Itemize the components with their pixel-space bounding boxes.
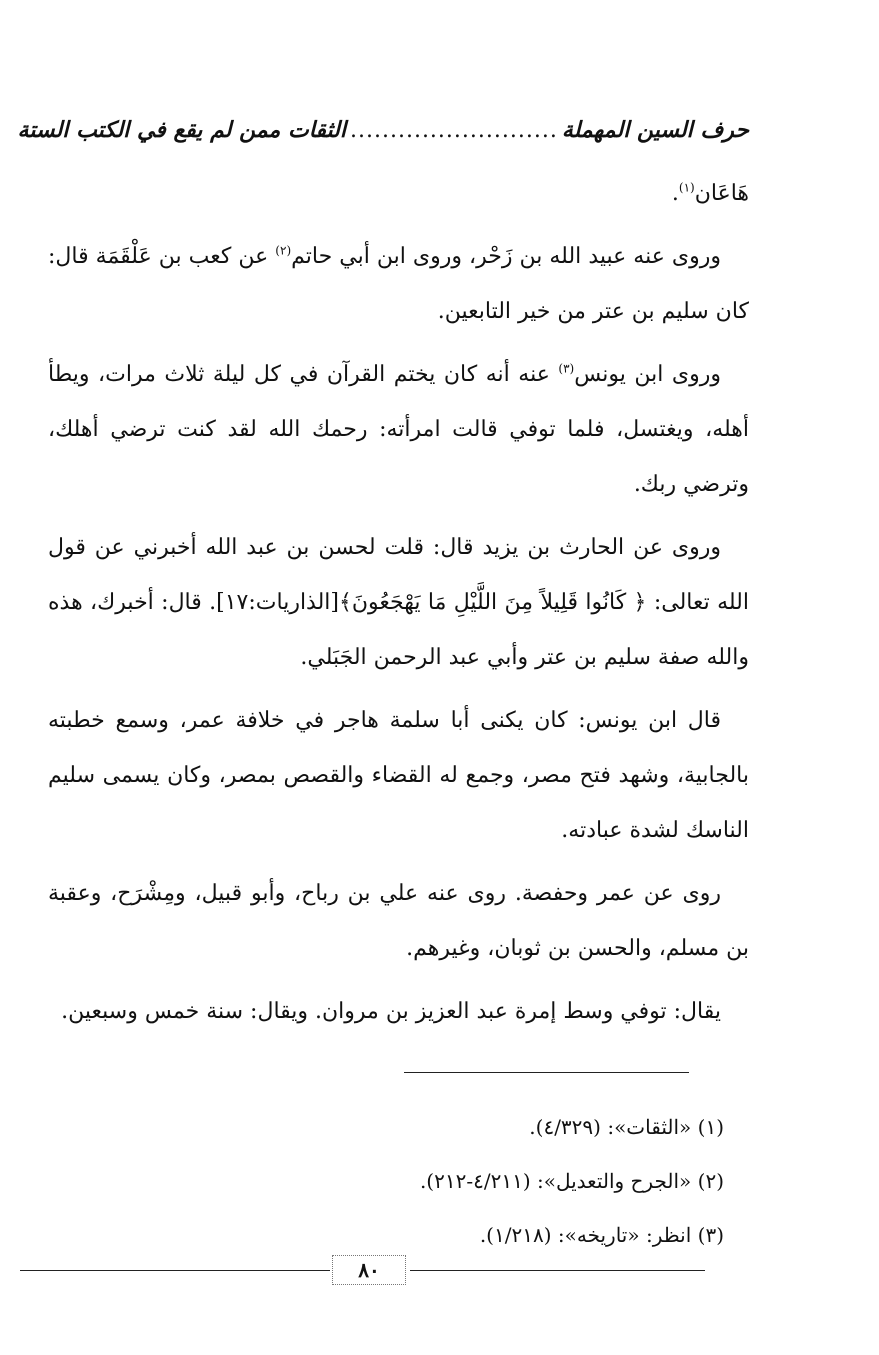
book-title: الثقات ممن لم يقع في الكتب الستة xyxy=(17,117,346,143)
chapter-title: حرف السين المهملة xyxy=(561,117,749,143)
paragraph: هَاعَان$^{(١)}$. xyxy=(671,180,749,206)
paragraph: وروى عن الحارث بن يزيد قال: قلت لحسن بن عبد الله أخبرني عن قول الله تعالى: ﴿ كَانُوا قَلِيلاً مِنَ اللَّيْلِ مَا يَهْجَعُونَ﴾[الذاريات:١٧]. قال: أخبرك، هذه والله صفة سليم بن عتر وأبي عبد الرحمن الجَبَلي. xyxy=(48,535,749,670)
footnote-ref: (٢) xyxy=(275,243,292,258)
page-number: ٨٠ xyxy=(332,1255,406,1285)
paragraph: وروى عنه عبيد الله بن زَحْر، وروى ابن أبي حاتم$^{(٢)}$ عن كعب بن عَلْقَمَة قال: كان سليم بن عتر من خير التابعين. xyxy=(48,243,749,324)
footnotes xyxy=(150,1100,724,1262)
footnote-3: (٣) انظر: «تاريخه»: (١/٢١٨). xyxy=(479,1223,724,1247)
paragraph: روى عن عمر وحفصة. روى عنه علي بن رباح، وأبو قبيل، ومِشْرَح، وعقبة بن مسلم، والحسن بن ثوبان، وغيرهم. xyxy=(48,881,749,961)
page-footer xyxy=(20,1255,705,1285)
footer-rule-left xyxy=(20,1270,330,1271)
paragraph: قال ابن يونس: كان يكنى أبا سلمة هاجر في خلافة عمر، وسمع خطبته بالجابية، وشهد فتح مصر، وجمع له القضاء والقصص بمصر، وكان يسمى سليم الناسك لشدة عبادته. xyxy=(48,708,749,843)
main-text xyxy=(48,166,749,1047)
footnote-separator xyxy=(404,1072,689,1073)
footnote-1: (١) «الثقات»: (٤/٣٢٩). xyxy=(529,1115,724,1139)
footer-rule-right xyxy=(410,1270,705,1271)
header-dots: .......................... xyxy=(350,117,558,143)
footnote-ref: (١) xyxy=(678,180,695,195)
footnote-ref: (٣) xyxy=(558,361,575,376)
running-header xyxy=(17,112,749,148)
footnote-2: (٢) «الجرح والتعديل»: (٤/٢١١-٢١٢). xyxy=(419,1169,724,1193)
paragraph: وروى ابن يونس$^{(٣)}$ عنه أنه كان يختم القرآن في كل ليلة ثلاث مرات، ويطأ أهله، ويغتسل، فلما توفي قالت امرأته: رحمك الله لقد كنت ترضي أهلك، وترضي ربك. xyxy=(48,361,749,497)
paragraph: يقال: توفي وسط إمرة عبد العزيز بن مروان. ويقال: سنة خمس وسبعين. xyxy=(61,999,721,1024)
